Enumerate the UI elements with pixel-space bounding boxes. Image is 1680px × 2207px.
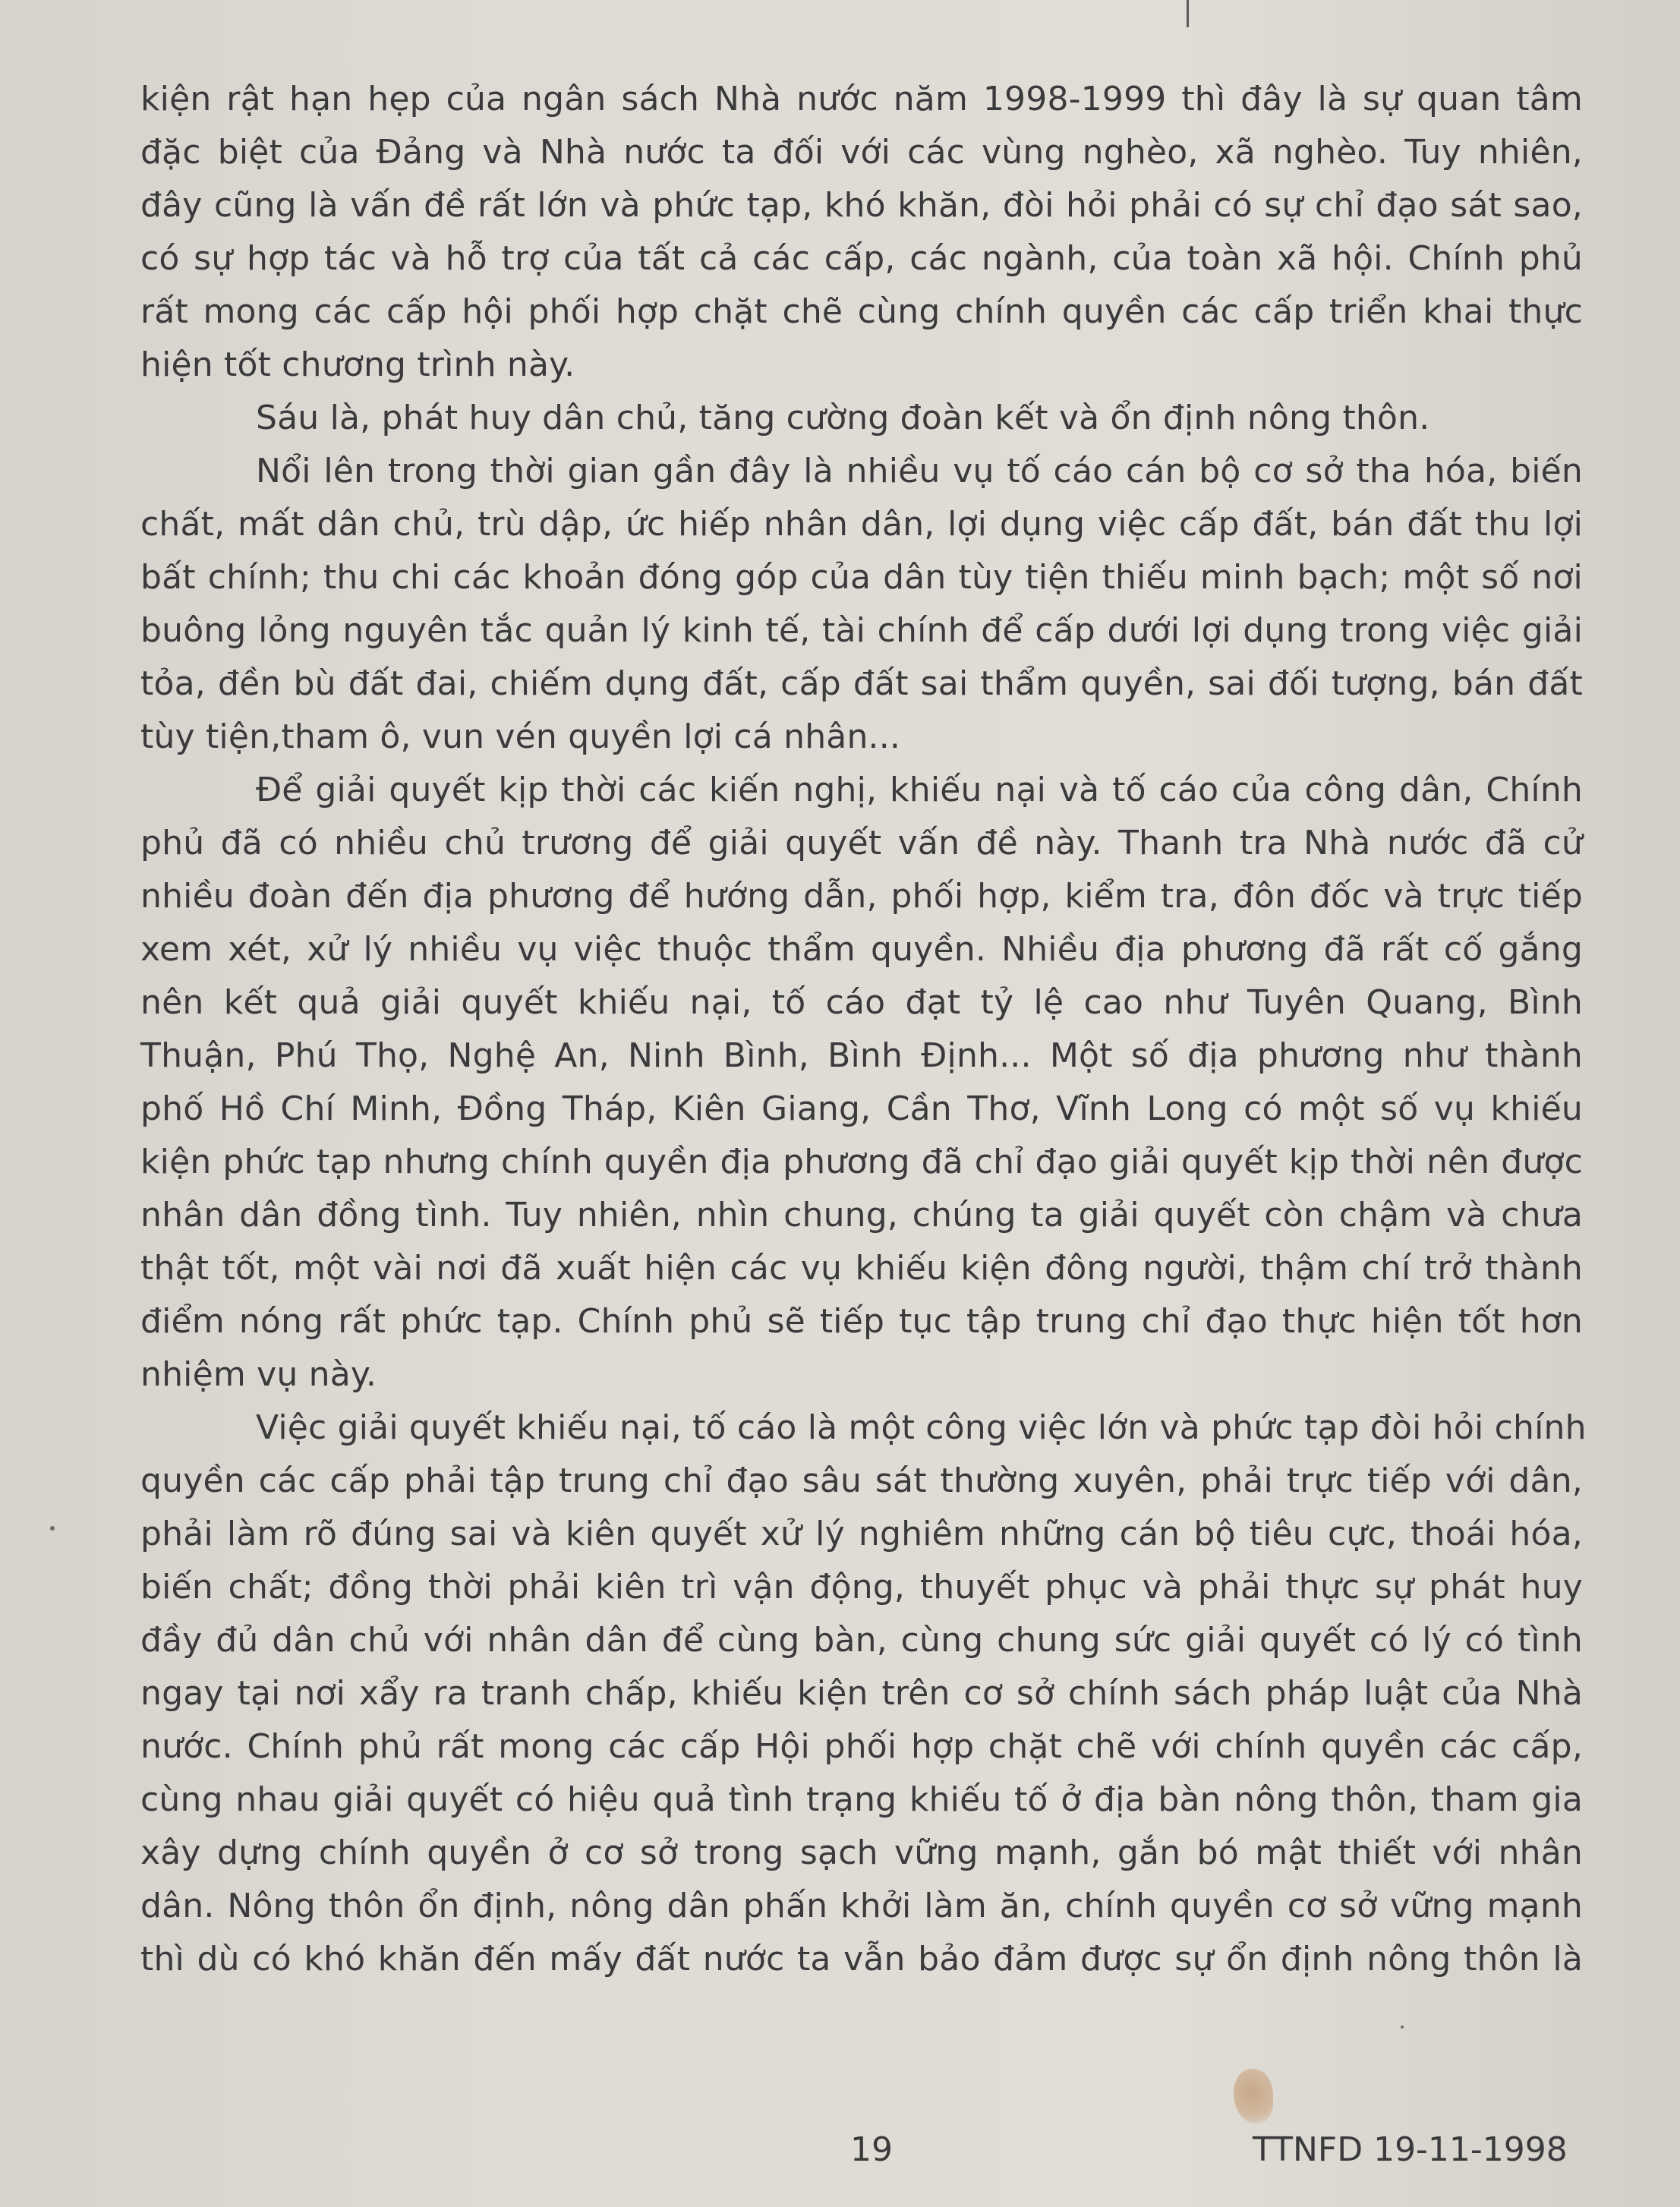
text-line: dân. Nông thôn ổn định, nông dân phấn khởi làm ăn, chính quyền cơ sở vững mạnh: [140, 1887, 1583, 1925]
text-line: xem xét, xử lý nhiều vụ việc thuộc thẩm quyền. Nhiều địa phương đã rất cố gắng: [140, 930, 1583, 969]
text-line: Để giải quyết kịp thời các kiến nghị, khiếu nại và tố cáo của công dân, Chính: [256, 771, 1583, 809]
text-line: kiện rật hạn hẹp của ngân sách Nhà nước năm 1998-1999 thì đây là sự quan tâm: [140, 80, 1583, 118]
text-line: nhân dân đồng tình. Tuy nhiên, nhìn chung, chúng ta giải quyết còn chậm và chưa: [140, 1196, 1583, 1234]
paper-speck: [1401, 2026, 1404, 2029]
text-line: nước. Chính phủ rất mong các cấp Hội phối hợp chặt chẽ với chính quyền các cấp,: [140, 1727, 1583, 1766]
paper-speck: [50, 1526, 55, 1531]
body-text: [140, 73, 1587, 1986]
text-line: Thuận, Phú Thọ, Nghệ An, Ninh Bình, Bình Định... Một số địa phương như thành: [140, 1036, 1583, 1075]
document-code: TTNFD 19-11-1998: [1253, 2130, 1568, 2169]
text-line: nhiều đoàn đến địa phương để hướng dẫn, phối hợp, kiểm tra, đôn đốc và trực tiếp: [140, 877, 1583, 916]
text-line: nên kết quả giải quyết khiếu nại, tố cáo đạt tỷ lệ cao như Tuyên Quang, Bình: [140, 983, 1583, 1022]
text-line: quyền các cấp phải tập trung chỉ đạo sâu sát thường xuyên, phải trực tiếp với dân,: [140, 1461, 1583, 1500]
text-line: ngay tại nơi xẩy ra tranh chấp, khiếu kiện trên cơ sở chính sách pháp luật của Nhà: [140, 1674, 1583, 1713]
section-heading: Sáu là, phát huy dân chủ, tăng cường đoàn kết và ổn định nông thôn.: [256, 399, 1430, 437]
text-line: điểm nóng rất phức tạp. Chính phủ sẽ tiếp tục tập trung chỉ đạo thực hiện tốt hơn: [140, 1302, 1583, 1341]
text-line: thì dù có khó khăn đến mấy đất nước ta vẫn bảo đảm được sự ổn định nông thôn là: [140, 1940, 1583, 1978]
text-line: cùng nhau giải quyết có hiệu quả tình trạng khiếu tố ở địa bàn nông thôn, tham gia: [140, 1780, 1583, 1819]
text-line: có sự hợp tác và hỗ trợ của tất cả các cấp, các ngành, của toàn xã hội. Chính phủ: [140, 239, 1583, 278]
text-line: xây dựng chính quyền ở cơ sở trong sạch vững mạnh, gắn bó mật thiết với nhân: [140, 1833, 1583, 1872]
text-line: hiện tốt chương trình này.: [140, 345, 575, 384]
text-line: Nổi lên trong thời gian gần đây là nhiều vụ tố cáo cán bộ cơ sở tha hóa, biến: [256, 452, 1583, 490]
text-line: thật tốt, một vài nơi đã xuất hiện các vụ khiếu kiện đông người, thậm chí trở thành: [140, 1249, 1583, 1288]
text-line: buông lỏng nguyên tắc quản lý kinh tế, tài chính để cấp dưới lợi dụng trong việc giải: [140, 611, 1583, 650]
text-line: phủ đã có nhiều chủ trương để giải quyết vấn đề này. Thanh tra Nhà nước đã cử: [140, 824, 1583, 862]
text-line: tùy tiện,tham ô, vun vén quyền lợi cá nhân...: [140, 717, 901, 756]
text-line: đặc biệt của Đảng và Nhà nước ta đối với các vùng nghèo, xã nghèo. Tuy nhiên,: [140, 133, 1583, 172]
text-line: rất mong các cấp hội phối hợp chặt chẽ cùng chính quyền các cấp triển khai thực: [140, 292, 1583, 331]
text-line: Việc giải quyết khiếu nại, tố cáo là một công việc lớn và phức tạp đòi hỏi chính: [256, 1408, 1587, 1447]
paper-stain: [1234, 2069, 1273, 2123]
margin-mark: [1187, 0, 1189, 27]
text-line: chất, mất dân chủ, trù dập, ức hiếp nhân dân, lợi dụng việc cấp đất, bán đất thu lợi: [140, 505, 1583, 544]
page-number: 19: [850, 2130, 893, 2169]
text-line: đầy đủ dân chủ với nhân dân để cùng bàn, cùng chung sức giải quyết có lý có tình: [140, 1621, 1583, 1660]
text-line: phố Hồ Chí Minh, Đồng Tháp, Kiên Giang, Cần Thơ, Vĩnh Long có một số vụ khiếu: [140, 1089, 1583, 1128]
text-line: phải làm rõ đúng sai và kiên quyết xử lý nghiêm những cán bộ tiêu cực, thoái hóa,: [140, 1515, 1583, 1553]
text-line: biến chất; đồng thời phải kiên trì vận động, thuyết phục và phải thực sự phát huy: [140, 1568, 1583, 1606]
text-line: tỏa, đền bù đất đai, chiếm dụng đất, cấp đất sai thẩm quyền, sai đối tượng, bán đất: [140, 664, 1583, 703]
text-line: đây cũng là vấn đề rất lớn và phức tạp, khó khăn, đòi hỏi phải có sự chỉ đạo sát sao,: [140, 186, 1583, 225]
text-line: nhiệm vụ này.: [140, 1355, 377, 1394]
text-line: bất chính; thu chi các khoản đóng góp của dân tùy tiện thiếu minh bạch; một số nơi: [140, 558, 1583, 597]
text-line: kiện phức tạp nhưng chính quyền địa phương đã chỉ đạo giải quyết kịp thời nên được: [140, 1143, 1583, 1181]
